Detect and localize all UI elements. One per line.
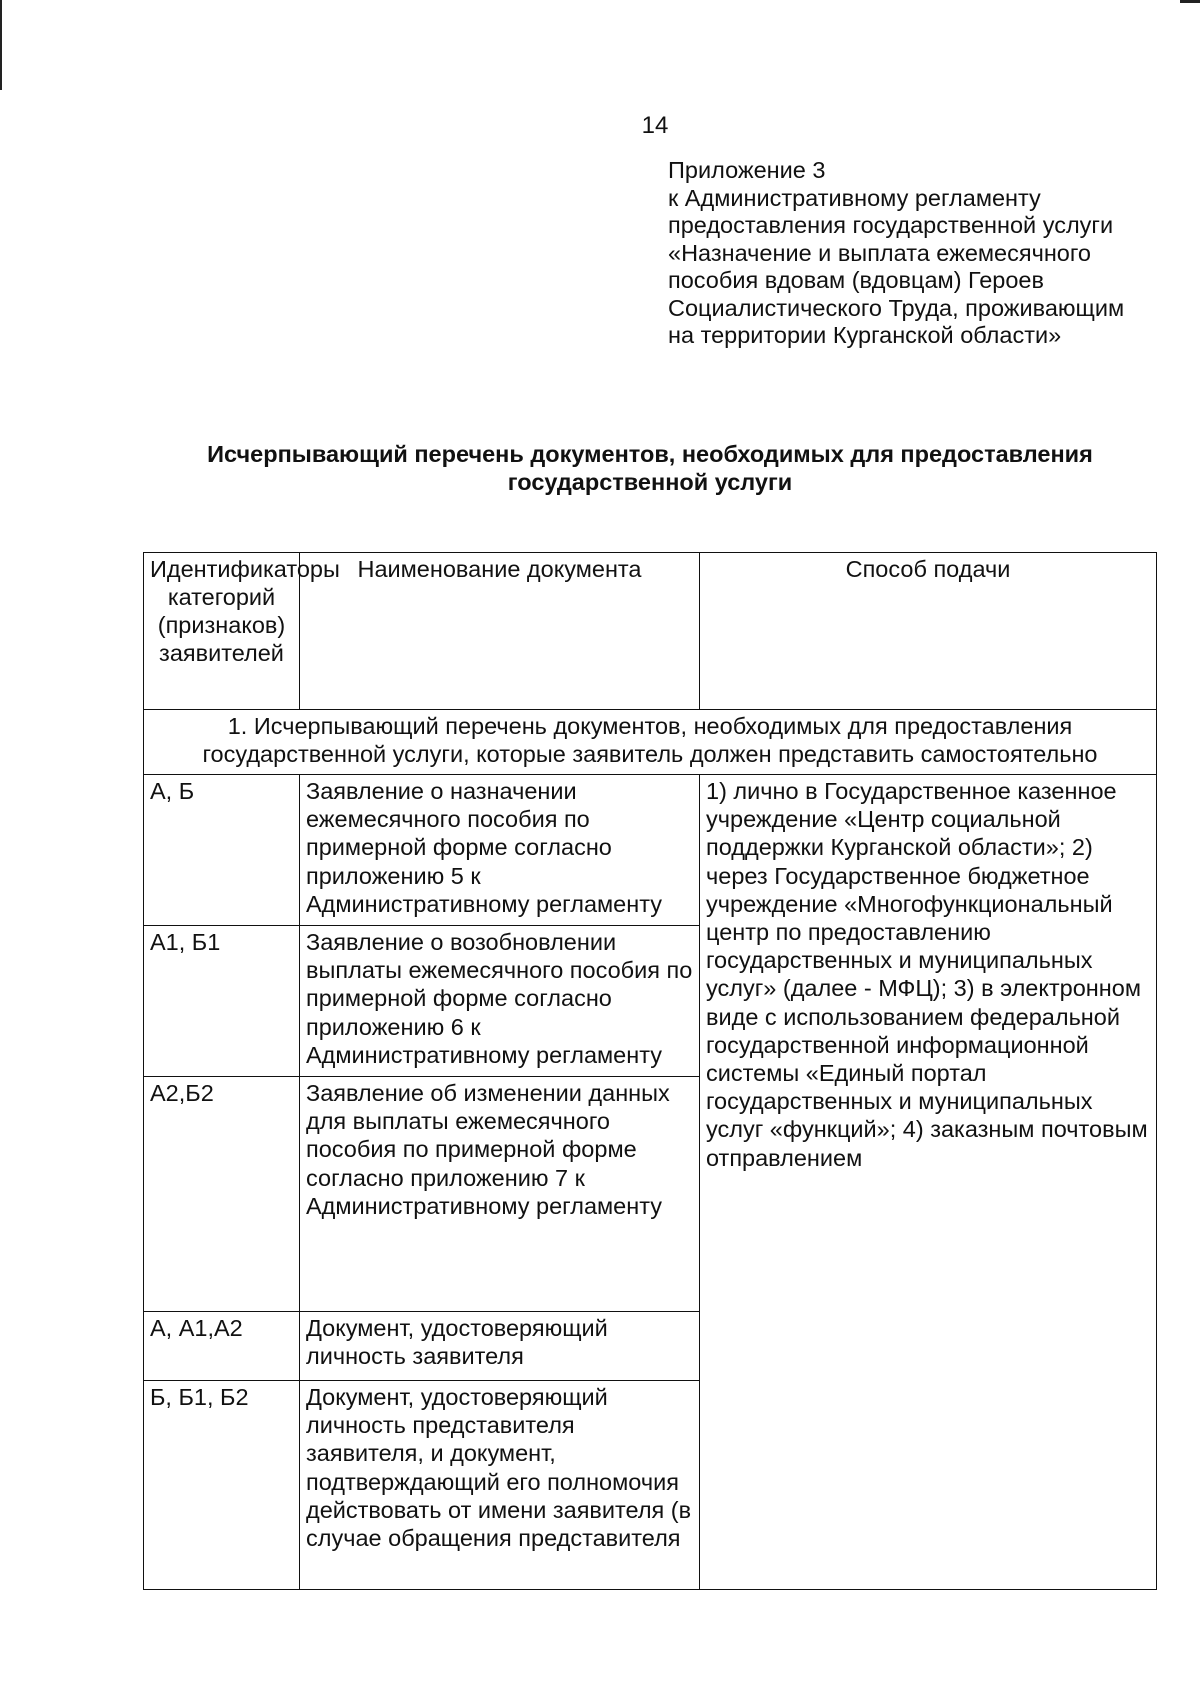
section-heading-line-2: государственной услуги, которые заявитель должен представить самостоятельно (202, 741, 1098, 768)
annex-line: «Назначение и выплата ежемесячного (668, 239, 1091, 266)
table-row (144, 775, 1157, 926)
scan-edge-mark-right (1180, 0, 1200, 3)
section-heading-line-1: 1. Исчерпывающий перечень документов, необходимых для предоставления (227, 713, 1073, 739)
title-line-2: государственной услуги (507, 469, 793, 495)
document-name-cell: Заявление о назначении ежемесячного пособия по примерной форме согласно приложению 5 к Административному регламенту (300, 775, 700, 926)
title-line-1: Исчерпывающий перечень документов, необходимых для предоставления (207, 441, 1093, 467)
document-name-cell: Заявление об изменении данных для выплаты ежемесячного пособия по примерной форме согласно приложению 7 к Административному регламенту (300, 1077, 700, 1312)
document-name-cell: Заявление о возобновлении выплаты ежемесячного пособия по примерной форме согласно приложению 6 к Административному регламенту (300, 926, 700, 1077)
scan-edge-mark-left (0, 0, 2, 90)
annex-line: на территории Курганской области» (668, 322, 1062, 348)
annex-line: Социалистического Труда, проживающим (668, 294, 1125, 321)
annex-line: к Административному регламенту (668, 184, 1041, 211)
document-title (150, 440, 1150, 496)
annex-header (668, 157, 1188, 350)
page-number: 14 (641, 112, 669, 139)
applicant-code-cell: А, А1,А2 (144, 1312, 300, 1381)
section-heading (144, 710, 1157, 775)
table-header-row (144, 553, 1157, 710)
section-row (144, 710, 1157, 775)
annex-line: предоставления государственной услуги (668, 212, 1114, 238)
applicant-code-cell: А2,Б2 (144, 1077, 300, 1312)
applicant-code-cell: А, Б (144, 775, 300, 926)
header-document-name: Наименование документа (300, 553, 700, 710)
annex-line: пособия вдовам (вдовцам) Героев (668, 267, 1044, 293)
applicant-code-cell: Б, Б1, Б2 (144, 1381, 300, 1590)
documents-table (143, 552, 1157, 1590)
document-name-cell: Документ, удостоверяющий личность заявителя (300, 1312, 700, 1381)
header-submission-method: Способ подачи (700, 553, 1157, 710)
submission-method-cell: 1) лично в Государственное казенное учреждение «Центр социальной поддержки Курганской области»; 2) через Государственное бюджетное учреждение «Многофункциональный центр по предоставлению государственных и муниципальных услуг» (далее - МФЦ); 3) в электронном виде с использованием федеральной государственной информационной системы «Единый портал государственных и муниципальных услуг «функций»; 4) заказным почтовым отправлением (700, 775, 1157, 1590)
header-applicant-categories: Идентификаторы категорий (признаков) заявителей (144, 553, 300, 710)
document-name-cell: Документ, удостоверяющий личность представителя заявителя, и документ, подтверждающий его полномочия действовать от имени заявителя (в случае обращения представителя (300, 1381, 700, 1590)
applicant-code-cell: А1, Б1 (144, 926, 300, 1077)
annex-line: Приложение 3 (668, 157, 826, 183)
